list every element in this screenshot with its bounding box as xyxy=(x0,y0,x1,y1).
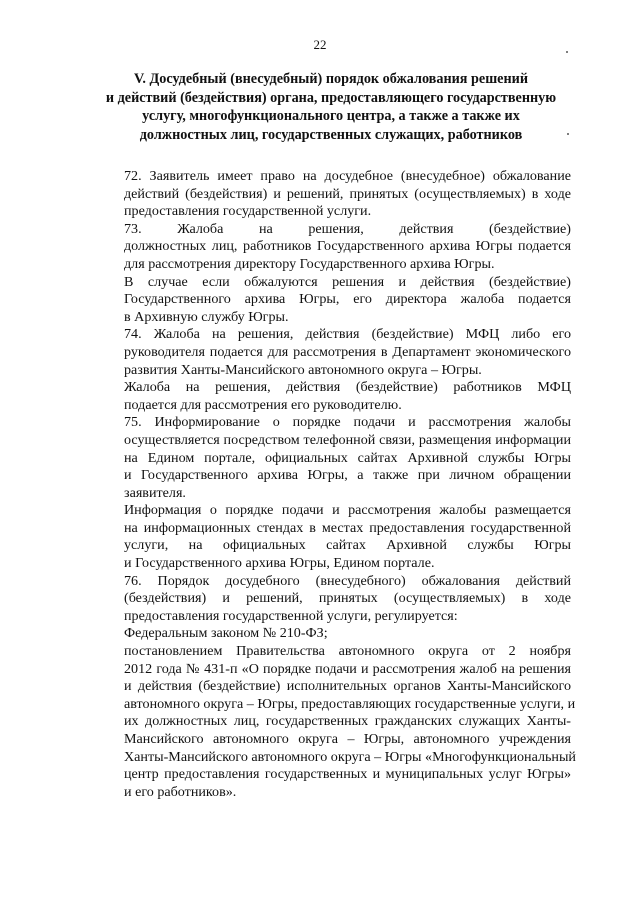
text-line: 2012 года № 431-п «О порядке подачи и рассмотрения жалоб на решения xyxy=(124,660,571,677)
text-line: 74. Жалоба на решения, действия (бездействие) МФЦ либо его xyxy=(124,326,571,343)
text-line: их должностных лиц, государственных гражданских служащих Ханты- xyxy=(124,713,571,730)
text-line: в Архивную службу Югры. xyxy=(124,308,289,325)
paragraph-75 xyxy=(88,414,571,502)
text-line: предоставления государственной услуги, регулируется: xyxy=(124,607,458,624)
text-line: предоставления государственной услуги. xyxy=(124,203,372,220)
text-line: постановлением Правительства автономного округа от 2 ноября xyxy=(124,643,571,660)
text-line: на информационных стендах в местах предоставления государственной xyxy=(124,519,571,536)
text-line: заявителя. xyxy=(124,484,186,501)
text-line: и его работников». xyxy=(124,783,237,800)
heading-line: услугу, многофункционального центра, а также а также их xyxy=(142,108,520,125)
heading-line: и действий (бездействия) органа, предоставляющего государственную xyxy=(105,89,557,106)
text-line: Государственного архива Югры, его директора жалоба подается xyxy=(124,291,571,308)
text-line: 75. Информирование о порядке подачи и рассмотрения жалобы xyxy=(124,414,571,431)
paragraph-72 xyxy=(88,168,571,221)
text-line: на Едином портале, официальных сайтах Архивной службы Югры xyxy=(124,449,571,466)
text-line: должностных лиц, работников Государственного архива Югры подается xyxy=(124,238,571,255)
text-line: Мансийского автономного округа – Югры, автономного учреждения xyxy=(124,731,571,747)
document-body xyxy=(88,168,576,801)
section-heading xyxy=(88,70,574,144)
scan-speck xyxy=(566,51,568,53)
paragraph-76 xyxy=(88,573,571,626)
text-line: 72. Заявитель имеет право на досудебное (внесудебное) обжалование xyxy=(124,168,571,184)
text-line: и действия (бездействие) исполнительных органов Ханты-Мансийского xyxy=(124,678,571,695)
text-line: Ханты-Мансийского автономного округа – Югры «Многофункциональный xyxy=(124,748,576,765)
heading-line: должностных лиц, государственных служащих, работников xyxy=(139,126,523,143)
text-line: осуществляется посредством телефонной связи, размещения информации xyxy=(124,431,571,448)
paragraph-73 xyxy=(88,221,571,274)
text-line: автономного округа – Югры, предоставляющих государственные услуги, и xyxy=(124,695,576,712)
text-line: В случае если обжалуются решения и действия (бездействие) xyxy=(124,273,571,290)
text-line: развития Ханты-Мансийского автономного округа – Югры. xyxy=(124,361,482,378)
paragraph-74 xyxy=(88,326,571,379)
text-line: 76. Порядок досудебного (внесудебного) обжалования действий xyxy=(124,572,571,589)
paragraph-75-info xyxy=(88,502,571,572)
page-number: 22 xyxy=(313,37,327,52)
paragraph-76-resolution xyxy=(88,643,576,801)
paragraph-76-law xyxy=(88,625,571,643)
text-line: Федеральным законом № 210-ФЗ; xyxy=(124,625,328,642)
text-line: услуги, на официальных сайтах Архивной службы Югры xyxy=(124,537,571,554)
text-line: 73. Жалоба на решения, действия (бездействие) xyxy=(124,220,571,237)
text-line: Жалоба на решения, действия (бездействие) работников МФЦ xyxy=(124,379,571,396)
text-line: действий (бездействия) и решений, принятых (осуществляемых) в ходе xyxy=(124,185,571,202)
text-line: руководителя подается для рассмотрения в Департамент экономического xyxy=(124,343,571,360)
paragraph-74-mfc xyxy=(88,379,571,414)
text-line: (бездействия) и решений, принятых (осуществляемых) в ходе xyxy=(124,590,571,607)
heading-line: V. Досудебный (внесудебный) порядок обжалования решений xyxy=(134,71,528,87)
text-line: для рассмотрения директору Государственного архива Югры. xyxy=(124,255,495,272)
paragraph-73-archive xyxy=(88,274,571,327)
text-line: и Государственного архива Югры, Едином портале. xyxy=(124,555,435,572)
text-line: подается для рассмотрения его руководителю. xyxy=(124,396,402,413)
text-line: Информация о порядке подачи и рассмотрения жалобы размещается xyxy=(124,502,571,519)
text-line: и Государственного архива Югры, а также при личном обращении xyxy=(124,467,571,484)
text-line: центр предоставления государственных и муниципальных услуг Югры» xyxy=(124,766,571,783)
